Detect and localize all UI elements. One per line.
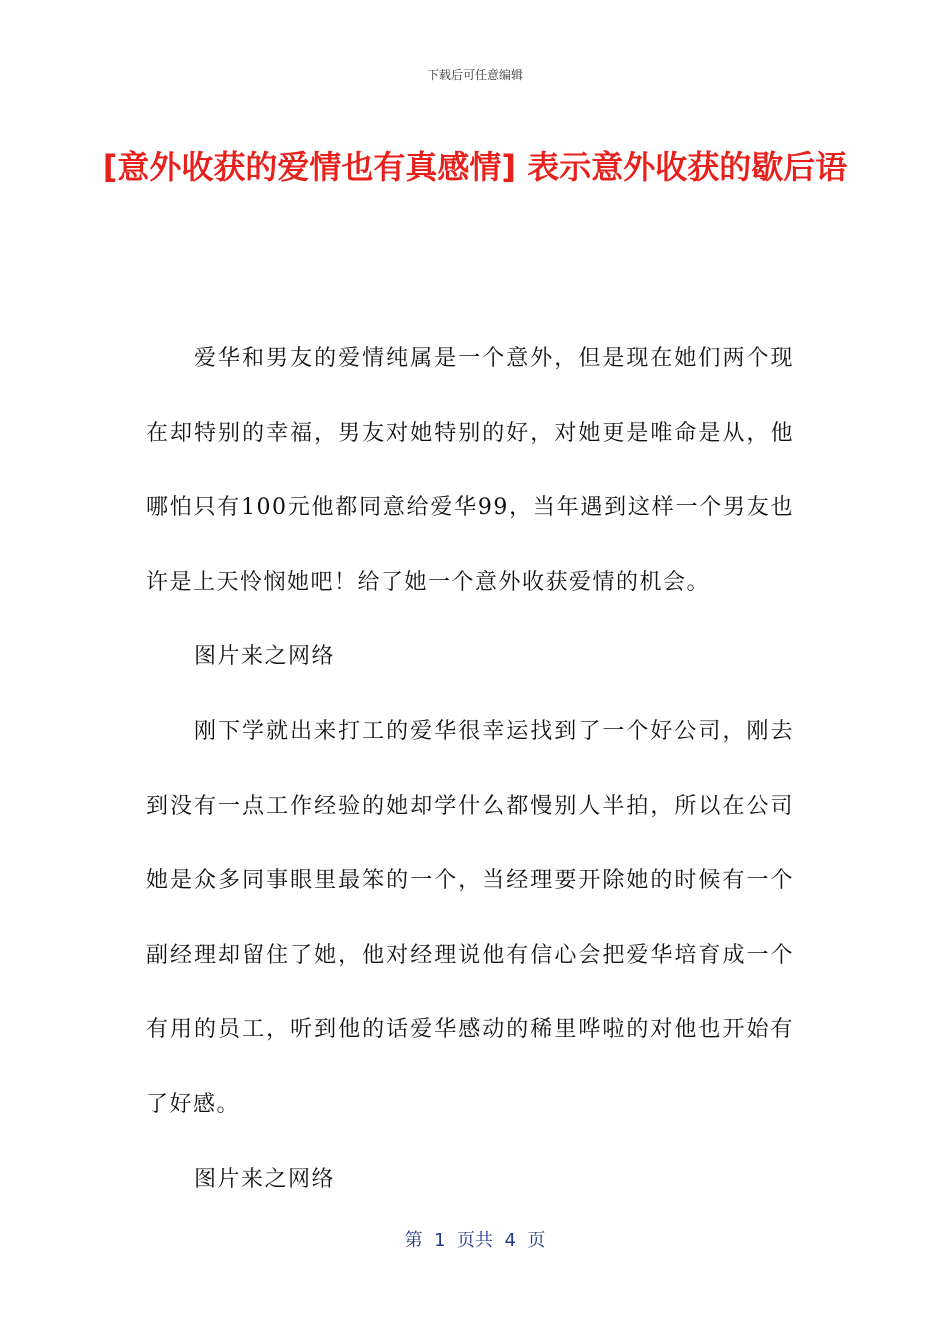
paragraph-image-credit-1: 图片来之网络	[194, 644, 336, 670]
page-number-footer: 第 1 页共 4 页	[404, 1230, 546, 1251]
document-title: [意外收获的爱情也有真感情] 表示意外收获的歇后语	[102, 148, 848, 186]
paragraph-1: 爱华和男友的爱情纯属是一个意外，但是现在她们两个现在却特别的幸福，男友对她特别的好，对她更是唯命是从，他哪怕只有100元他都同意给爱华99，当年遇到这样一个男友也许是上天怜悯她吧！给了她一个意外收获爱情的机会。	[146, 346, 794, 595]
paragraph-image-credit-2: 图片来之网络	[194, 1166, 336, 1192]
paragraph-2: 刚下学就出来打工的爱华很幸运找到了一个好公司，刚去到没有一点工作经验的她却学什么都慢别人半拍，所以在公司她是众多同事眼里最笨的一个，当经理要开除她的时候有一个副经理却留住了她，他对经理说他有信心会把爱华培育成一个有用的员工，听到他的话爱华感动的稀里哗啦的对他也开始有了好感。	[146, 718, 794, 1117]
document-body	[146, 322, 794, 1217]
page-header-note: 下载后可任意编辑	[426, 68, 523, 82]
